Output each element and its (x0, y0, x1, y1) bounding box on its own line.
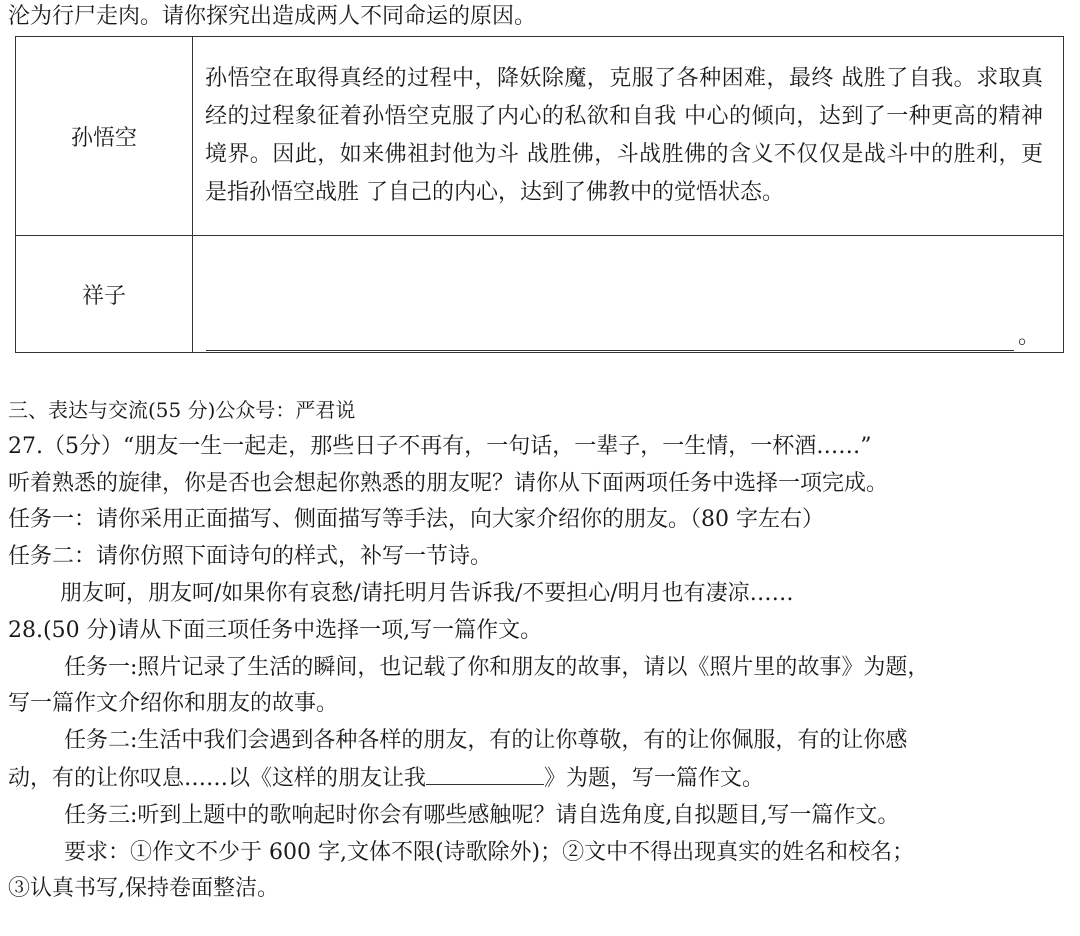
q28-task-2-line-b (8, 760, 1076, 798)
q28-task-2-prefix: 动，有的让你叹息……以《这样的朋友让我 (8, 765, 427, 791)
q28-requirements-line-a: 要求：①作文不少于 600 字,文体不限(诗歌除外)；②文中不得出现真实的姓名和校名； (64, 839, 915, 865)
answer-table (15, 36, 1064, 353)
q28-task-2-suffix: 》为题，写一篇作文。 (544, 765, 765, 791)
title-blank-line[interactable] (426, 760, 544, 785)
table-row (16, 37, 1064, 236)
answer-blank-line[interactable] (206, 322, 1014, 351)
q28-requirements-line-b: ③认真书写,保持卷面整洁。 (8, 876, 279, 902)
answer-blank-cell (193, 236, 1064, 353)
q27-task-1: 任务一：请你采用正面描写、侧面描写等手法，向大家介绍你的朋友。（80 字左右） (8, 507, 824, 533)
q27-poem: 朋友呵，朋友呵/如果你有哀愁/请托明月告诉我/不要担心/明月也有凄凉…… (60, 580, 794, 606)
expression-section (8, 392, 1076, 908)
q27-task-2: 任务二：请你仿照下面诗句的样式，补写一节诗。 (8, 544, 493, 570)
character-analysis-cell: 孙悟空在取得真经的过程中，降妖除魔，克服了各种困难，最终 战胜了自我。求取真经的过程象征着孙悟空克服了内心的私欲和自我 中心的倾向，达到了一种更高的精神境界。因此，如来佛祖封他为斗 战胜佛，斗战胜佛的含义不仅仅是战斗中的胜利，更是指孙悟空战胜 了自己的内心，达到了佛教中的觉悟状态。 (193, 37, 1064, 236)
table-row (16, 236, 1064, 353)
q28-task-2-line-a: 任务二:生活中我们会遇到各种各样的朋友，有的让你尊敬，有的让你佩服，有的让你感 (64, 728, 908, 754)
character-name-cell: 孙悟空 (16, 37, 193, 236)
q27-line-1: 27.（5分）“朋友一生一起走，那些日子不再有，一句话，一辈子，一生情，一杯酒……” (8, 433, 872, 459)
blank-period: 。 (1018, 324, 1041, 349)
section-heading: 三、表达与交流(55 分)公众号：严君说 (8, 398, 356, 422)
q28-task-1-line-a: 任务一:照片记录了生活的瞬间，也记载了你和朋友的故事，请以《照片里的故事》为题， (64, 654, 930, 680)
character-name-cell: 祥子 (16, 236, 193, 353)
q28-intro: 28.(50 分)请从下面三项任务中选择一项,写一篇作文。 (8, 617, 543, 643)
q28-task-1-line-b: 写一篇作文介绍你和朋友的故事。 (8, 691, 339, 717)
q28-task-3: 任务三:听到上题中的歌响起时你会有哪些感触呢？请自选角度,自拟题目,写一篇作文。 (64, 802, 900, 828)
question-tail-text: 沦为行尸走肉。请你探究出造成两人不同命运的原因。 (8, 4, 537, 29)
q27-line-2: 听着熟悉的旋律，你是否也会想起你熟悉的朋友呢？请你从下面两项任务中选择一项完成。 (8, 470, 889, 496)
